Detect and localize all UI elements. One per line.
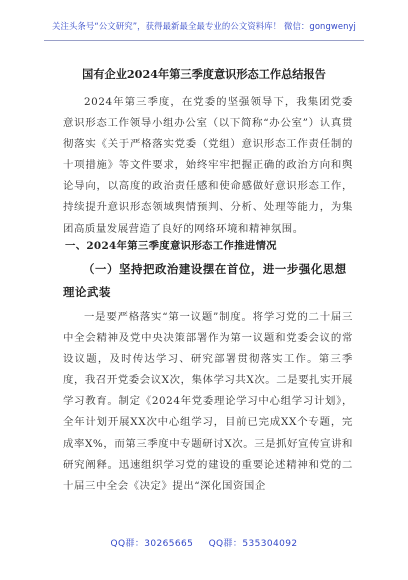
intro-paragraph: 2024年第三季度，在党委的坚强领导下，我集团党委意识形态工作领导小组办公室（以下简称“办公室”）认真贯彻落实《关于严格落实党委（党组）意识形态工作责任制的十项措施》等文件要求，始终牢牢把握正确的政治方向和舆论导向，以高度的政治责任感和使命感做好意识形态工作，持续提升意识形态领域舆情预判、分析、处理等能力，为集团高质量发展营造了良好的网络环境和精神氛围。 (63, 96, 353, 235)
intro-block (63, 92, 353, 240)
body-block (63, 307, 353, 497)
footer-qq-group-2: QQ群：535304092 (208, 539, 298, 549)
section-heading: 一、2024年第三季度意识形态工作推进情况 (65, 240, 277, 252)
header-note: 关注头条号“公文研究”，获得最新最全最专业的公文资料库！ 微信：gongwenyj (52, 21, 356, 31)
document-title: 国有企业2024年第三季度意识形态工作总结报告 (82, 67, 326, 81)
header-divider (44, 40, 364, 41)
subsection-heading: （一）坚持把政治建设摆在首位，进一步强化思想理论武装 (63, 262, 347, 299)
footer (0, 536, 408, 549)
footer-qq-group-1: QQ群：30265665 (110, 539, 194, 549)
body-paragraph: 一是要严格落实“第一议题”制度。将学习党的二十届三中全会精神及党中央决策部署作为第一议题和党委会议的常设议题，及时传达学习、研究部署贯彻落实工作。第三季度，我召开党委会议X次，集体学习共X次。二是要扎实开展学习教育。制定《2024年党委理论学习中心组学习计划》，全年计划开展XX次中心组学习，目前已完成XX个专题，完成率X%，而第三季度中专题研讨X次。三是抓好宣传宣讲和研究阐释。迅速组织学习党的建设的重要论述精神和党的二十届三中全会《决定》提出“深化国资国企 (63, 311, 353, 492)
